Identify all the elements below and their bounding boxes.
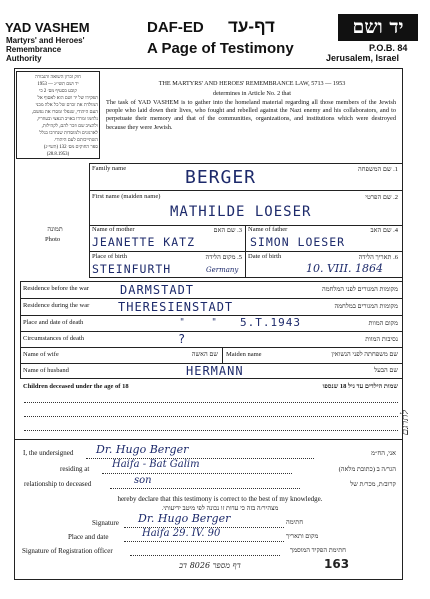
wife-hebrew: שם האשה [191,351,218,358]
signature-hebrew: חתימה [286,519,304,526]
law-text: The task of YAD VASHEM is to gather into the homeland material regarding all those members of the Jewish people who laid down their lives, who fought and rebelled against the Nazi enemy and his collaborators, and to perpetuate their memory and that of the communities, organizations, and institutions which were destroyed because they were Jewish. [106,99,396,131]
org-subtitle-3: Authority [6,54,42,63]
place-of-birth-value: STEINFURTH [92,262,172,276]
father-label: Name of father [248,226,288,233]
right-margin-note: לתרגם [400,410,411,436]
residence-before-value: DARMSTADT [120,283,195,297]
bottom-margin-note: דף מספר 8026 דב [179,561,241,570]
form-title: A Page of Testimony [147,40,294,57]
declaration-statement: hereby declare that this testimony is correct to the best of my knowledge. [117,495,323,503]
officer-hebrew: חתימת הפקיד המוסמך [290,547,347,554]
pob: P.O.B. 84 [369,43,408,53]
date-of-birth-value: 10. VIII. 1864 [306,262,383,275]
law-hebrew-text: חוק זכרון השואה והגבורה יד ושם תשי״ג — 1953 קובע בסעיף מס׳ 2 כי תפקידו של יד ושם הוא לאסוף אל המולדת את זכרם של כל אלה מבני העם היהודי, שנפלו ומסרו את נפשם, נלחמו ומרדו באויב הנאצי ובעוזריו, ולהציב שם וזכר להם, לקהילות, לארגונים ולמוסדות שנחרבו בגלל השתייכותם לעם היהודי. ספר החוקים מס׳ 132 (תשי״ג) (28.8.1953) [31,75,98,157]
org-subtitle-2: Remembrance [6,45,62,54]
husband-hebrew: שם הבעל [374,367,398,374]
family-name-value: BERGER [185,167,257,188]
first-name-label: First name (maiden name) [92,193,161,200]
place-date-value: Haifa 29. IV. 90 [142,528,221,539]
law-subtitle: determines in Article No. 2 that [212,90,291,97]
residence-during-hebrew: מקומות המגורים במלחמה [334,303,398,310]
signature-label: Signature [92,519,119,527]
residence-before-hebrew: מקומות המגורים לפני המלחמה [321,286,398,293]
maiden-name-hebrew: שם משפחתה לפני הנשואין [331,351,398,358]
place-of-birth-hebrew: 5. מקום הלידה [205,254,242,261]
undersigned-label: I, the undersigned [23,449,74,457]
father-value: SIMON LOESER [250,235,346,249]
circumstances-hebrew: נסיבות המוות [365,336,398,343]
place-of-birth-note: Germany [206,266,239,274]
mother-hebrew: 3. שם האם [213,227,242,234]
mother-label: Name of mother [92,226,135,233]
law-title: THE MARTYRS' AND HEROES' REMEMBRANCE LAW, 5713 — 1953 [158,80,346,87]
relationship-label: relationship to deceased [24,480,92,488]
residence-during-value: THERESIENSTADT [118,300,234,314]
logo-hebrew-text: יד ושם [352,16,404,38]
death-mark-value: " [212,318,217,328]
husband-label: Name of husband [23,367,69,374]
maiden-name-label: Maiden name [226,351,262,358]
circumstances-label: Circumstances of death [23,335,85,342]
signature-value: Dr. Hugo Berger [138,512,231,525]
photo-label: Photo [45,236,61,243]
husband-value: HERMANN [186,364,244,378]
place-date-label: Place and date [68,533,109,541]
death-date-value: 5.T.1943 [240,316,301,329]
family-name-label: Family name [92,165,127,172]
yad-vashem-logo [338,14,418,41]
first-name-hebrew: 2. שם הפרטי [365,194,398,201]
file-number: 163 [324,557,350,571]
declaration-statement-hebrew: מצהיר/ה בזה כי עדות זו נכונה לפי מיטב ידיעותי. [161,505,279,512]
circumstances-value: ? [178,332,187,346]
undersigned-hebrew: אני, הח״מ [371,450,396,457]
place-of-birth-label: Place of birth [92,253,128,260]
residing-label: residing at [60,465,90,473]
mother-value: JEANETTE KATZ [92,235,196,249]
city: Jerusalem, Israel [326,53,400,63]
relationship-hebrew: קרוב/ת, מכר/ת של [350,481,396,488]
photo-label-hebrew: תמונה [47,226,63,233]
org-subtitle-1: Martyrs' and Heroes' [6,36,85,45]
residing-hebrew: הגר/ה ב (כתובת מלאה) [338,466,396,473]
form-code: DAF-ED [147,19,204,36]
residing-value: Haifa - Bat Galim [112,459,200,470]
place-date-hebrew: מקום ותאריך [286,533,319,540]
wife-label: Name of wife [23,351,59,358]
residence-before-label: Residence before the war [23,285,89,292]
family-name-hebrew: 1. שם המשפחה [358,166,398,173]
relationship-value: son [134,475,152,486]
death-hebrew: מקום המוות [368,320,398,327]
death-place-value: " [180,318,185,328]
form-code-hebrew: דף-עד [228,17,275,36]
undersigned-value: Dr. Hugo Berger [96,443,189,456]
date-of-birth-hebrew: 6. תאריך הלידה [358,254,398,261]
children-label: Children deceased under the age of 18 [23,383,129,390]
children-hebrew: שמות הילדים עד גיל 18 שנספו [322,383,398,390]
date-of-birth-label: Date of birth [248,253,282,260]
officer-label: Signature of Registration officer [22,547,113,555]
org-name: YAD VASHEM [5,20,90,35]
death-label: Place and date of death [23,319,84,326]
residence-during-label: Residence during the war [23,302,90,309]
father-hebrew: 4. שם האב [370,227,398,234]
first-name-value: MATHILDE LOESER [170,204,312,220]
